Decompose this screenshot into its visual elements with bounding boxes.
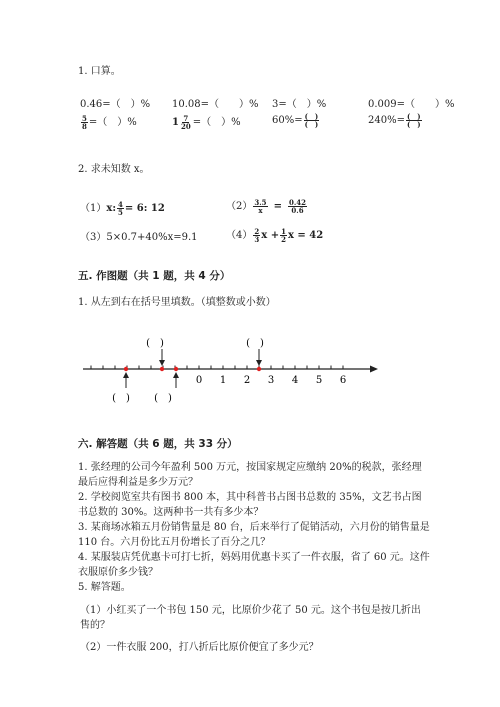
q1-title: 1. 口算。 [78,66,121,77]
point-marker-2 [160,367,164,371]
q1-item-2: 10.08=（ ）% [172,99,259,110]
point-marker-1 [124,367,128,371]
section5-question: 1. 从左到右在括号里填数。（填整数或小数） [78,297,276,308]
subproblem-1: （1）小红买了一个书包 150 元，比原价少花了 50 元。这个书包是按几折出售的？ [80,605,421,631]
answer-bracket: ( ) [246,338,264,349]
q2-item-4: （4） $\frac{2}{3}$ x + $\frac{1}{2}$ x = 42 [226,227,324,244]
fraction: $\frac{4}{5}$ [118,200,123,217]
q1-item-7: 60%= $\frac{( )}{( )}$ [272,112,319,129]
number-line-diagram [75,330,385,410]
fraction: $\frac{( )}{( )}$ [304,112,319,129]
fraction: $\frac{7}{20}$ [180,114,191,131]
problem-4: 4. 某服装店凭优惠卡可打七折，妈妈用优惠卡买了一件衣服，省了 60 元。这件衣服原价多少钱？ [78,552,430,578]
q2-item-1: （1）x: $\frac{4}{5}$ = 6: 12 [80,200,165,217]
fraction: $\frac{1}{2}$ [281,227,286,244]
down-arrow-icon [159,349,165,366]
q1-item-3: 3=（ ）% [272,99,327,110]
q1-item-1: 0.46=（ ）% [80,99,151,110]
subproblem-2: （2）一件衣服 200，打八折后比原价便宜了多少元？ [80,642,319,653]
q1-item-6: 1 $\frac{7}{20}$ =（ ）% [172,114,241,131]
down-arrow-icon [256,349,262,366]
up-arrow-icon [123,372,129,388]
fraction: $\frac{5}{8}$ [82,114,87,131]
problem-5: 5. 解答题。 [78,582,131,593]
q1-item-5: $\frac{5}{8}$ =（ ）% [82,114,137,131]
q2-title: 2. 求未知数 x。 [78,164,150,175]
tick-labels [196,375,346,386]
number-line-arrowhead [370,366,378,373]
section6-heading: 六. 解答题（共 6 题，共 33 分） [78,438,238,450]
fraction: $\frac{3.5}{x}$ [254,198,267,215]
up-arrow-icon [173,372,179,388]
tick-label: 5 [315,375,323,386]
tick-label: 6 [339,375,347,386]
q2-item-2: （2） $\frac{3.5}{x}$ = $\frac{0.42}{0.6}$ [226,198,307,215]
answer-bracket: ( ) [154,393,172,404]
problem-1: 1. 张经理的公司今年盈利 500 万元，按国家规定应缴纳 20%的税款，张经理最后应得利益是多少万元？ [78,462,422,488]
tick-label: 2 [243,375,251,386]
point-marker-4 [257,367,261,371]
tick-label: 0 [195,375,203,386]
answer-bracket: ( ) [112,393,130,404]
tick-label: 1 [219,375,227,386]
q1-item-8: 240%= $\frac{( )}{( )}$ [368,112,421,129]
section5-heading: 五. 作图题（共 1 题，共 4 分） [78,270,231,282]
q2-item-3: （3）5×0.7+40%x=9.1 [80,232,198,243]
problem-2: 2. 学校阅览室共有图书 800 本，其中科普书占图书总数的 35%，文艺书占图书总数的 30%。这两种书一共有多少本？ [78,492,422,518]
tick-label: 3 [267,375,275,386]
fraction: $\frac{( )}{( )}$ [406,112,421,129]
tick-label: 4 [291,375,299,386]
fraction: $\frac{0.42}{0.6}$ [288,198,307,215]
q1-item-4: 0.009=（ ）% [368,99,455,110]
fraction: $\frac{2}{3}$ [254,227,260,244]
answer-bracket: ( ) [146,338,164,349]
problem-3: 3. 某商场冰箱五月份销售量是 80 台，后来举行了促销活动，六月份的销售量是 110 台。六月份比五月份增长了百分之几？ [78,522,430,548]
point-marker-3 [174,367,178,371]
